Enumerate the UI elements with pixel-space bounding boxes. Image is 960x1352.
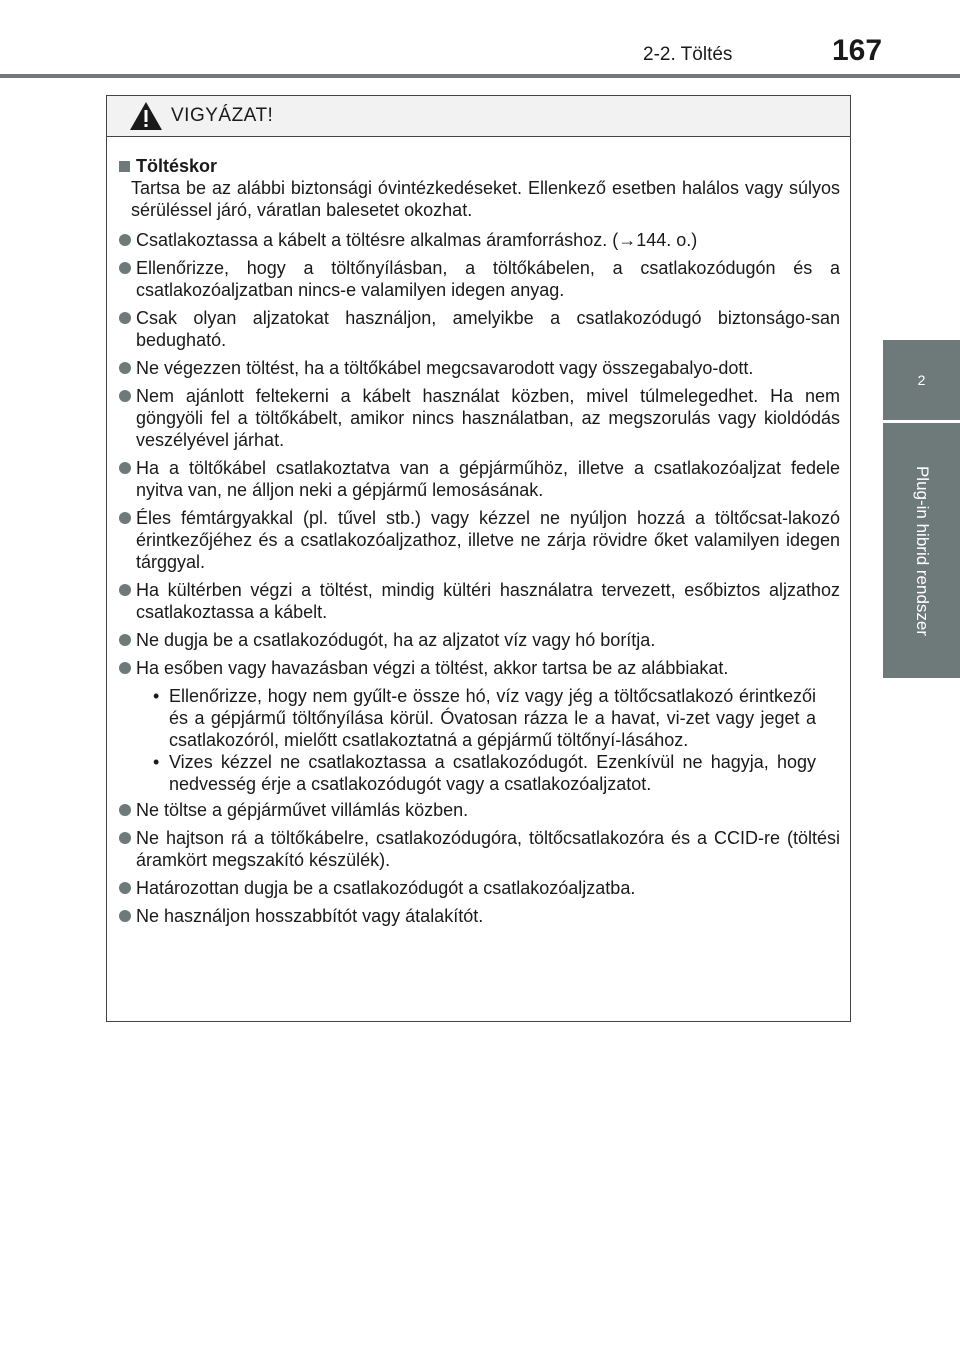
list-item-text: Ha kültérben végzi a töltést, mindig kültéri használatra tervezett, esőbiztos aljzathoz csatlakoztassa a kábelt.	[136, 580, 840, 622]
page-number: 167	[832, 34, 883, 67]
bullet-dot-icon	[119, 882, 131, 894]
warning-box	[106, 95, 851, 1022]
list-item-text: Ha a töltőkábel csatlakoztatva van a gépjárműhöz, illetve a csatlakozóaljzat fedele nyitva van, ne álljon neki a gépjármű lemosásának.	[136, 458, 840, 500]
bullet-dot-icon	[119, 832, 131, 844]
bullet-dot-icon	[119, 662, 131, 674]
list-item-text: Ne töltse a gépjárművet villámlás közben.	[136, 800, 469, 820]
bullet-dot-icon	[119, 462, 131, 474]
sub-list-item	[119, 685, 840, 751]
list-item	[119, 507, 840, 573]
sub-bullet-icon: •	[153, 752, 160, 772]
sub-list-item	[119, 751, 840, 795]
bullet-dot-icon	[119, 512, 131, 524]
list-item	[119, 657, 840, 679]
chapter-number: 2	[917, 372, 926, 388]
list-item	[119, 457, 840, 501]
warning-body	[107, 137, 850, 927]
subheading	[119, 155, 840, 177]
square-bullet-icon	[119, 161, 130, 172]
chapter-number-tab	[883, 340, 960, 420]
list-item	[119, 877, 840, 899]
chapter-title-tab	[883, 423, 960, 678]
bullet-dot-icon	[119, 234, 131, 246]
list-item-text: Csatlakoztassa a kábelt a töltésre alkalmas áramforráshoz. (→144. o.)	[136, 230, 698, 250]
list-item	[119, 629, 840, 651]
list-item	[119, 385, 840, 451]
subheading-text: Töltéskor	[136, 156, 218, 176]
warning-triangle-icon	[129, 101, 163, 131]
bullet-dot-icon	[119, 390, 131, 402]
list-item-text: Éles fémtárgyakkal (pl. tűvel stb.) vagy kézzel ne nyúljon hozzá a töltőcsat-lakozó érintkezőjéhez és a csatlakozóaljzathoz, illetve ne zárja rövidre őket valamilyen idegen tárggyal.	[136, 508, 840, 572]
list-item	[119, 827, 840, 871]
bullet-dot-icon	[119, 804, 131, 816]
bullet-dot-icon	[119, 312, 131, 324]
warning-title: VIGYÁZAT!	[171, 105, 274, 126]
bullet-dot-icon	[119, 584, 131, 596]
bullet-dot-icon	[119, 634, 131, 646]
list-item	[119, 357, 840, 379]
list-item	[119, 307, 840, 351]
list-item	[119, 799, 840, 821]
list-item-text: Ne dugja be a csatlakozódugót, ha az aljzatot víz vagy hó borítja.	[136, 630, 656, 650]
list-item	[119, 229, 840, 251]
list-item-text: Ne végezzen töltést, ha a töltőkábel megcsavarodott vagy összegabalyo-dott.	[136, 358, 754, 378]
list-item-text: Ne hajtson rá a töltőkábelre, csatlakozódugóra, töltőcsatlakozóra és a CCID-re (töltési áramkört megszakító készülék).	[136, 828, 840, 870]
bullet-dot-icon	[119, 910, 131, 922]
sub-list-item-text: Vizes kézzel ne csatlakoztassa a csatlakozódugót. Ezenkívül ne hagyja, hogy nedvesség érje a csatlakozódugót vagy a csatlakozóaljzatot.	[169, 752, 816, 794]
list-item-text: Nem ajánlott feltekerni a kábelt használat közben, mivel túlmelegedhet. Ha nem göngyöli fel a töltőkábelt, amikor nincs használatban, az megszorulás vagy kioldódás veszélyével járhat.	[136, 386, 840, 450]
header-rule	[0, 74, 960, 78]
section-title: 2-2. Töltés	[643, 44, 733, 65]
list-item	[119, 257, 840, 301]
warning-header	[107, 96, 850, 137]
list-item-text: Ellenőrizze, hogy a töltőnyílásban, a töltőkábelen, a csatlakozódugón és a csatlakozóaljzatban nincs-e valamilyen idegen anyag.	[136, 258, 840, 300]
list-item-text: Ha esőben vagy havazásban végzi a töltést, akkor tartsa be az alábbiakat.	[136, 658, 729, 678]
list-item	[119, 905, 840, 927]
list-item-text: Határozottan dugja be a csatlakozódugót a csatlakozóaljzatba.	[136, 878, 636, 898]
sub-bullet-icon: •	[153, 686, 160, 706]
list-item-text: Csak olyan aljzatokat használjon, amelyikbe a csatlakozódugó biztonságo-san bedugható.	[136, 308, 840, 350]
bullet-dot-icon	[119, 262, 131, 274]
list-item-text: Ne használjon hosszabbítót vagy átalakítót.	[136, 906, 484, 926]
sub-list-item-text: Ellenőrizze, hogy nem gyűlt-e össze hó, víz vagy jég a töltőcsatlakozó érintkezői és a gépjármű töltőnyílása körül. Óvatosan rázza le a havat, vi-zet vagy jeget a csatlakozóról, mielőtt csatlakoztatná a gépjármű töltőnyí-lásához.	[169, 686, 816, 750]
list-item	[119, 579, 840, 623]
chapter-title: Plug-in hibrid rendszer	[912, 465, 932, 636]
bullet-dot-icon	[119, 362, 131, 374]
intro-text: Tartsa be az alábbi biztonsági óvintézkedéseket. Ellenkező esetben halálos vagy súlyos sérüléssel járó, váratlan balesetet okozhat.	[131, 178, 840, 220]
